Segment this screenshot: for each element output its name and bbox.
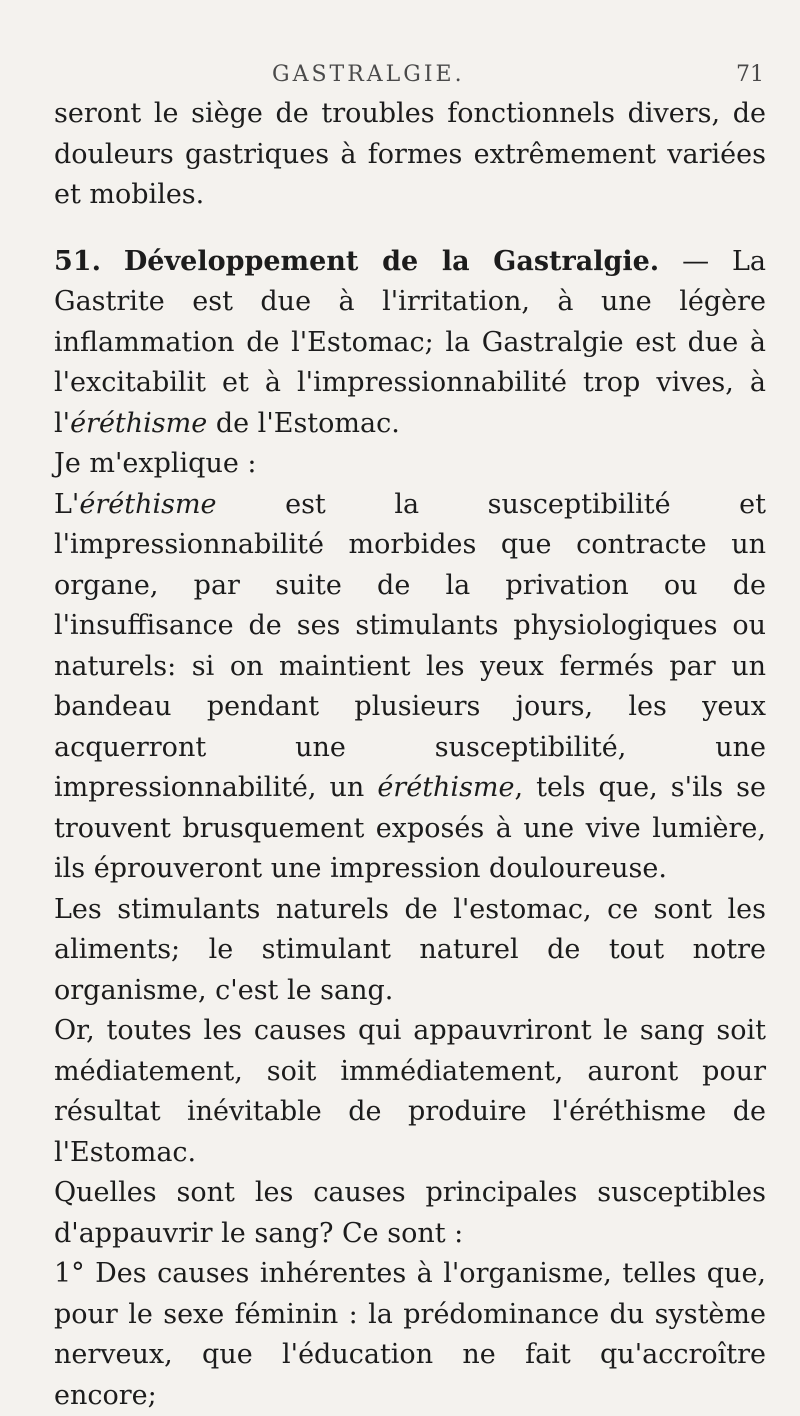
- emphasis-text: éréthisme: [70, 407, 208, 439]
- emphasis-text: éréthisme: [79, 488, 217, 520]
- paragraph-text: est la susceptibilité et l'impressionnabilité morbides que contracte un organe, par suite de la privation ou de l'insuffisance de ses stimulants physiologiques ou naturels: si on maintient les yeux fermés par un bandeau pendant plusieurs jours, les yeux acquerront une susceptibilité, une impressionnabilité, un: [54, 488, 766, 803]
- running-header: [54, 62, 766, 92]
- paragraph-text: Quelles sont les causes principales susceptibles d'appauvrir le sang? Ce sont :: [54, 1177, 766, 1249]
- book-page: [54, 0, 766, 1411]
- running-title: GASTRALGIE.: [272, 62, 465, 87]
- paragraph-continuation: [54, 94, 766, 216]
- body-text: [54, 94, 766, 1416]
- section-heading: Développement de la Gastralgie.: [123, 245, 660, 277]
- paragraph: [54, 1173, 766, 1254]
- paragraph: [54, 444, 766, 485]
- paragraph-text: de l'Estomac.: [207, 407, 400, 439]
- paragraph-text: L': [54, 488, 80, 520]
- emphasis-text: éréthisme: [377, 772, 515, 803]
- list-paragraph: [54, 1254, 766, 1416]
- paragraph-text: Or, toutes les causes qui appauvriront le sang soit médiatement, soit immédiatement, auront pour résultat inévitable de produire l'éréthisme de l'Estomac.: [54, 1015, 766, 1168]
- paragraph-text: 1° Des causes inhérentes à l'organisme, telles que, pour le sexe féminin : la prédominance du système nerveux, que l'éducation ne fait qu'accroître encore;: [54, 1258, 766, 1411]
- heading-dash: —: [659, 245, 732, 277]
- paragraph-text: Je m'explique :: [54, 448, 257, 479]
- paragraph-text: La Gastrite est due à l'irritation, à une légère inflammation de l'Estomac; la Gastralgie est due à l'excitabilit et à l'impressionnabilité trop vives, à l': [54, 245, 766, 439]
- page-number: 71: [736, 62, 764, 87]
- definition-paragraph: [54, 485, 766, 890]
- paragraph: [54, 1011, 766, 1173]
- paragraph-text: seront le siège de troubles fonctionnels divers, de douleurs gastriques à formes extrêmement variées et mobiles.: [54, 98, 766, 210]
- section-51-paragraph: [54, 242, 766, 445]
- paragraph-text: , tels que, s'ils se trouvent brusquement exposés à une vive lumière, ils éprouveront une impression douloureuse.: [54, 772, 766, 884]
- paragraph-text: Les stimulants naturels de l'estomac, ce sont les aliments; le stimulant naturel de tout notre organisme, c'est le sang.: [54, 893, 766, 1006]
- paragraph: [54, 890, 766, 1012]
- section-number: 51.: [54, 245, 101, 277]
